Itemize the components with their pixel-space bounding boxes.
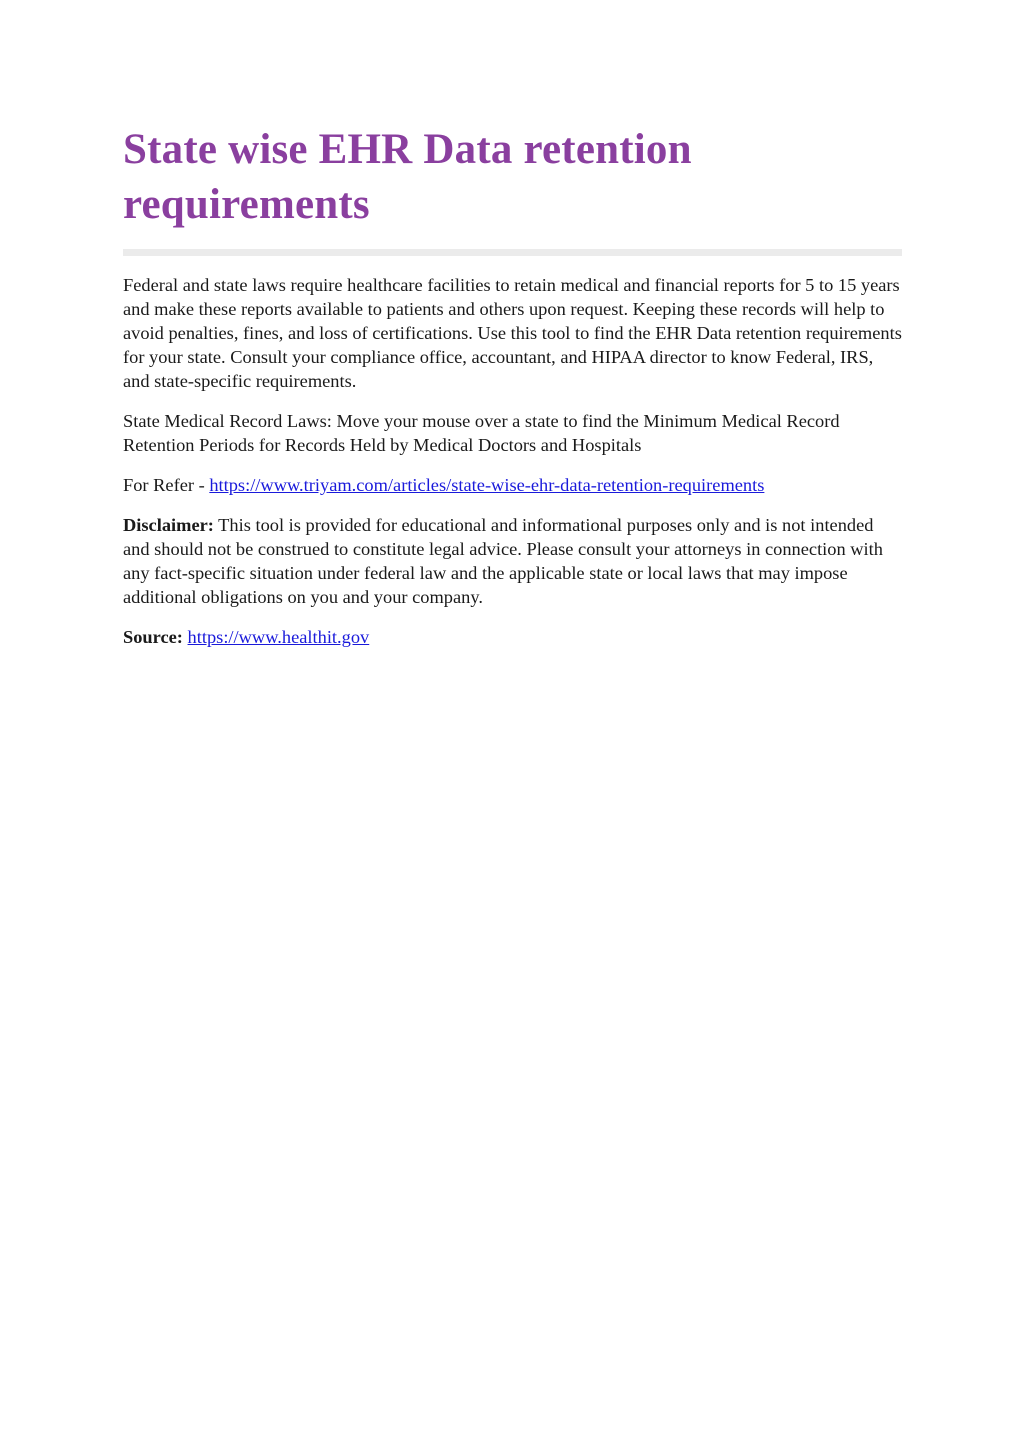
- document-body: [123, 273, 902, 649]
- refer-link[interactable]: https://www.triyam.com/articles/state-wise-ehr-data-retention-requirements: [209, 475, 765, 495]
- source-link[interactable]: https://www.healthit.gov: [187, 627, 370, 647]
- refer-prefix: For Refer -: [123, 475, 210, 495]
- disclaimer-paragraph: [123, 513, 902, 609]
- source-label: Source:: [123, 627, 183, 647]
- page-title: State wise EHR Data retention requirements: [123, 126, 692, 228]
- title-divider: [123, 249, 902, 256]
- intro-paragraph: Federal and state laws require healthcare facilities to retain medical and financial reports for 5 to 15 years and make these reports available to patients and others upon request. Keeping these records will help to avoid penalties, fines, and loss of certifications. Use this tool to find the EHR Data retention requirements for your state. Consult your compliance office, accountant, and HIPAA director to know Federal, IRS, and state-specific requirements.: [123, 275, 902, 391]
- disclaimer-text: This tool is provided for educational and informational purposes only and is not intended and should not be construed to constitute legal advice. Please consult your attorneys in connection with any fact-specific situation under federal law and the applicable state or local laws that may impose additional obligations on you and your company.: [123, 515, 883, 607]
- state-laws-paragraph: State Medical Record Laws: Move your mouse over a state to find the Minimum Medical Record Retention Periods for Records Held by Medical Doctors and Hospitals: [123, 411, 840, 455]
- source-paragraph: [123, 625, 902, 649]
- refer-paragraph: [123, 473, 902, 497]
- document-page: [123, 122, 902, 665]
- disclaimer-label: Disclaimer:: [123, 515, 214, 535]
